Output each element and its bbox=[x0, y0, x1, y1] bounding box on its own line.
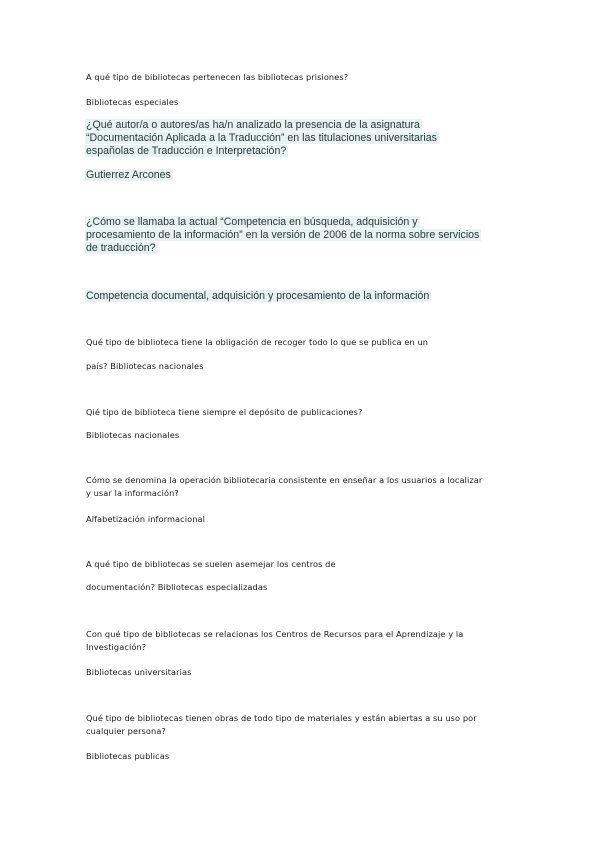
answer-1: Bibliotecas especiales bbox=[86, 97, 179, 107]
question-7-line-2: documentación? Bibliotecas especializadas bbox=[86, 582, 268, 592]
answer-2: Gutierrez Arcones bbox=[86, 169, 171, 181]
question-3-line: ¿Cómo se llamaba la actual “Competencia en búsqueda, adquisición y bbox=[86, 216, 418, 228]
answer-3: Competencia documental, adquisición y procesamiento de la información bbox=[86, 290, 430, 302]
question-9-line: cualquier persona? bbox=[86, 726, 166, 736]
question-6-line: y usar la información? bbox=[86, 488, 179, 498]
answer-8: Bibliotecas universitarias bbox=[86, 667, 192, 677]
question-6-line: Cómo se denomina la operación bibliotecaria consistente en enseñar a los usuarios a localizar bbox=[86, 475, 483, 485]
question-8-line: Con qué tipo de bibliotecas se relacionas los Centros de Recursos para el Aprendizaje y la bbox=[86, 629, 464, 639]
question-3 bbox=[86, 216, 481, 255]
question-2-line: “Documentación Aplicada a la Traducción” en las titulaciones universitarias bbox=[86, 132, 437, 144]
question-9-line: Qué tipo de bibliotecas tienen obras de todo tipo de materiales y están abiertas a su uso por bbox=[86, 713, 477, 723]
question-1: A qué tipo de bibliotecas pertenecen las bibliotecas prisiones? bbox=[86, 72, 349, 82]
question-2-line: ¿Qué autor/a o autores/as ha/n analizado la presencia de la asignatura bbox=[86, 119, 420, 131]
question-3-line: procesamiento de la información” en la versión de 2006 de la norma sobre servicios bbox=[86, 229, 480, 241]
question-4-line-2: país? Bibliotecas nacionales bbox=[86, 361, 204, 371]
question-9 bbox=[86, 712, 477, 738]
question-5: Qié tipo de biblioteca tiene siempre el depósito de publicaciones? bbox=[86, 407, 363, 417]
answer-5: Bibliotecas nacionales bbox=[86, 430, 180, 440]
answer-9: Bibliotecas publicas bbox=[86, 751, 170, 761]
question-2-line: españolas de Traducción e Interpretación? bbox=[86, 145, 287, 157]
question-2 bbox=[86, 119, 439, 158]
question-8-line: Investigación? bbox=[86, 642, 147, 652]
answer-6: Alfabetización informacional bbox=[86, 514, 206, 524]
question-7-line-1: A qué tipo de bibliotecas se suelen asemejar los centros de bbox=[86, 559, 336, 569]
question-4-line-1: Qué tipo de biblioteca tiene la obligación de recoger todo lo que se publica en un bbox=[86, 337, 429, 347]
question-8 bbox=[86, 628, 463, 654]
question-3-line: de traducción? bbox=[86, 242, 156, 254]
question-6 bbox=[86, 474, 482, 500]
